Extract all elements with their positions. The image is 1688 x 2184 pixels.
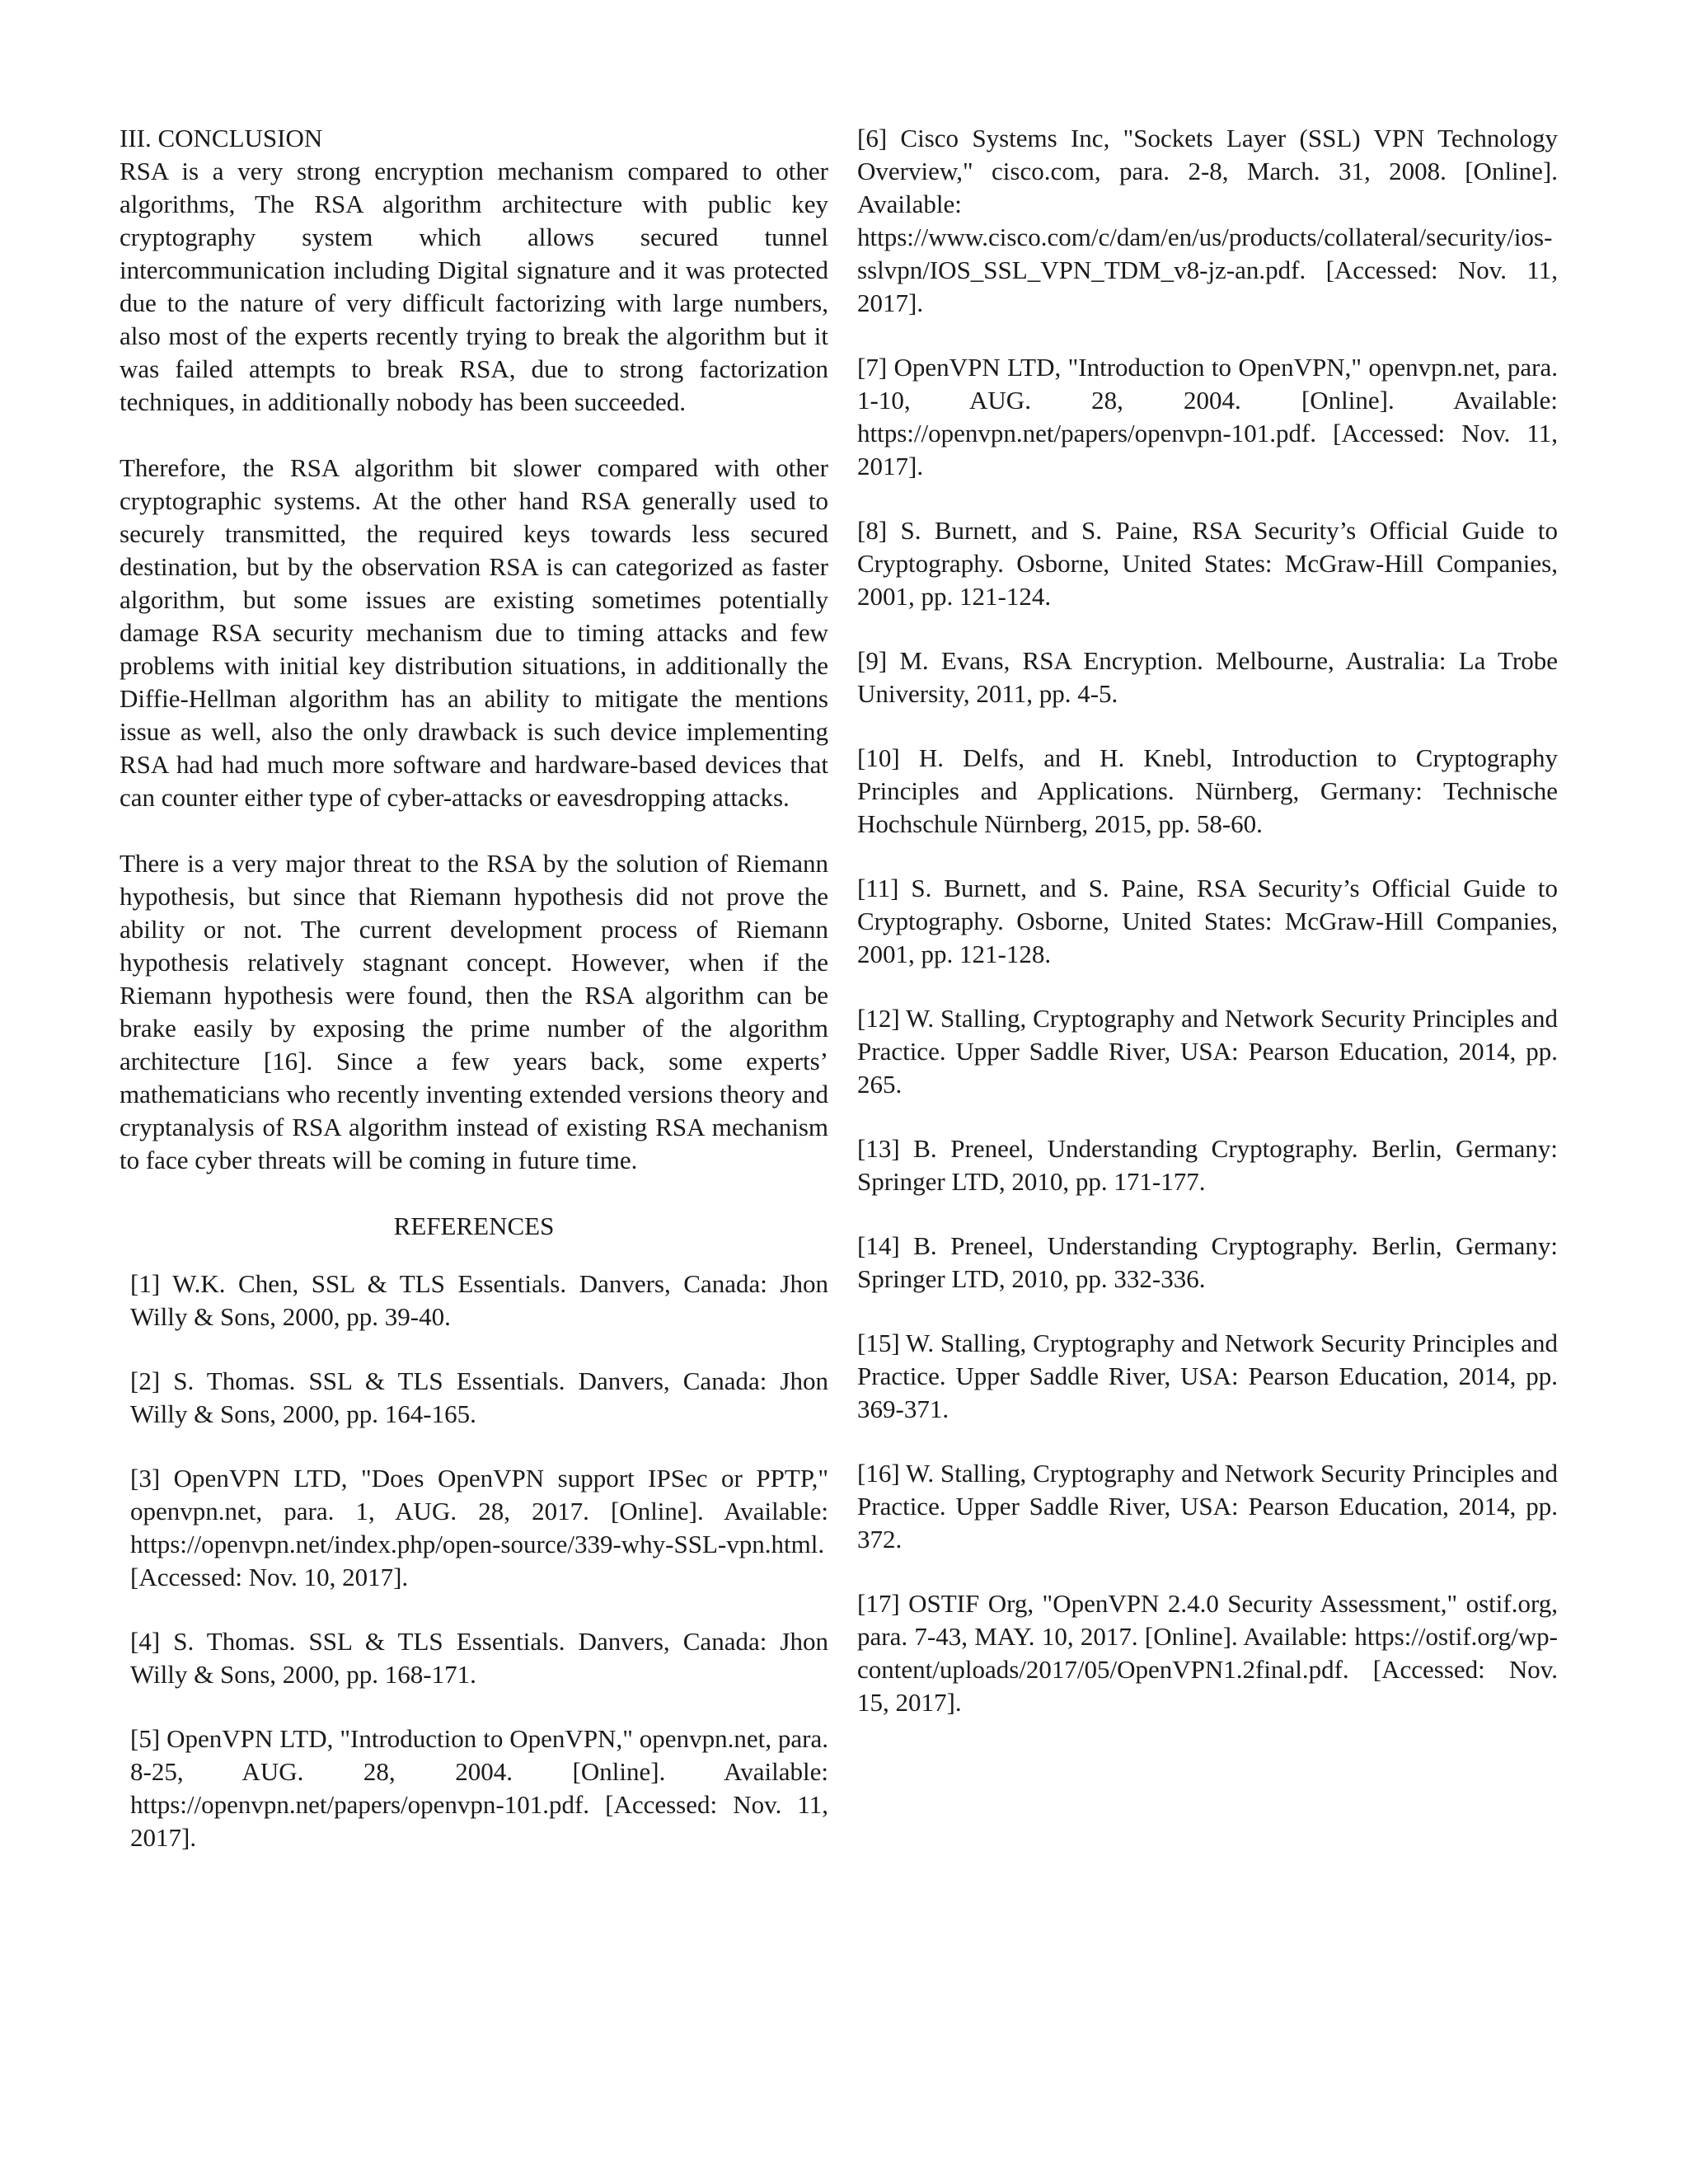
right-column [857,122,1558,1750]
reference-9: [9] M. Evans, RSA Encryption. Melbourne, Australia: La Trobe University, 2011, pp. 4-5. [857,646,1558,708]
reference-13: [13] B. Preneel, Understanding Cryptography. Berlin, Germany: Springer LTD, 2010, pp. 171-177. [857,1134,1558,1196]
reference-8: [8] S. Burnett, and S. Paine, RSA Security’s Official Guide to Cryptography. Osborne, United States: McGraw-Hill Companies, 2001, pp. 121-124. [857,516,1558,611]
reference-list-right [857,122,1558,1719]
conclusion-paragraph-2: Therefore, the RSA algorithm bit slower compared with other cryptographic systems. At the other hand RSA generally used to securely transmitted, the required keys towards less secured destination, but by the observation RSA is can categorized as faster algorithm, but some issues are existing sometimes potentially damage RSA security mechanism due to timing attacks and few problems with initial key distribution situations, in additionally the Diffie-Hellman algorithm has an ability to mitigate the mentions issue as well, also the only drawback is such device implementing RSA had had much more software and hardware-based devices that can counter either type of cyber-attacks or eavesdropping attacks. [120,453,828,812]
reference-16: [16] W. Stalling, Cryptography and Network Security Principles and Practice. Upper Saddle River, USA: Pearson Education, 2014, pp. 372. [857,1459,1558,1554]
conclusion-paragraph-3: There is a very major threat to the RSA by the solution of Riemann hypothesis, but since that Riemann hypothesis did not prove the ability or not. The current development process of Riemann hypothesis relatively stagnant concept. However, when if the Riemann hypothesis were found, then the RSA algorithm can be brake easily by exposing the prime number of the algorithm architecture [16]. Since a few years back, some experts’ mathematicians who recently inventing extended versions theory and cryptanalysis of RSA algorithm instead of existing RSA mechanism to face cyber threats will be coming in future time. [120,849,828,1174]
reference-11: [11] S. Burnett, and S. Paine, RSA Security’s Official Guide to Cryptography. Osborne, United States: McGraw-Hill Companies, 2001, pp. 121-128. [857,874,1558,968]
left-column [120,122,828,1886]
reference-list-left [120,1268,828,1854]
reference-6: [6] Cisco Systems Inc, "Sockets Layer (SSL) VPN Technology Overview," cisco.com, para. 2-8, March. 31, 2008. [Online]. Available: https://www.cisco.com/c/dam/en/us/products/collateral/security/ios-sslvpn/IOS_SSL_VPN_TDM_v8-jz-an.pdf. [Accessed: Nov. 11, 2017]. [857,124,1558,317]
reference-4: [4] S. Thomas. SSL & TLS Essentials. Danvers, Canada: Jhon Willy & Sons, 2000, pp. 168-171. [130,1627,828,1689]
conclusion-heading: III. CONCLUSION [120,124,323,152]
reference-2: [2] S. Thomas. SSL & TLS Essentials. Danvers, Canada: Jhon Willy & Sons, 2000, pp. 164-165. [130,1366,828,1428]
reference-17: [17] OSTIF Org, "OpenVPN 2.4.0 Security Assessment," ostif.org, para. 7-43, MAY. 10, 2017. [Online]. Available: https://ostif.org/wp-content/uploads/2017/05/OpenVPN1.2final.pdf. [Accessed: Nov. 15, 2017]. [857,1589,1558,1717]
reference-5: [5] OpenVPN LTD, "Introduction to OpenVPN," openvpn.net, para. 8-25, AUG. 28, 2004. [Online]. Available: https://openvpn.net/papers/openvpn-101.pdf. [Accessed: Nov. 11, 2017]. [130,1724,828,1852]
reference-3: [3] OpenVPN LTD, "Does OpenVPN support IPSec or PPTP," openvpn.net, para. 1, AUG. 28, 2017. [Online]. Available: https://openvpn.net/index.php/open-source/339-why-SSL-vpn.html. [Accessed: Nov. 10, 2017]. [130,1464,828,1591]
reference-15: [15] W. Stalling, Cryptography and Network Security Principles and Practice. Upper Saddle River, USA: Pearson Education, 2014, pp. 369-371. [857,1329,1558,1423]
reference-7: [7] OpenVPN LTD, "Introduction to OpenVPN," openvpn.net, para. 1-10, AUG. 28, 2004. [Online]. Available: https://openvpn.net/papers/openvpn-101.pdf. [Accessed: Nov. 11, 2017]. [857,353,1558,480]
conclusion-paragraph-1: RSA is a very strong encryption mechanism compared to other algorithms, The RSA algorithm architecture with public key cryptography system which allows secured tunnel intercommunication including Digital signature and it was protected due to the nature of very difficult factorizing with large numbers, also most of the experts recently trying to break the algorithm but it was failed attempts to break RSA, due to strong factorization techniques, in additionally nobody has been succeeded. [120,157,828,416]
reference-14: [14] B. Preneel, Understanding Cryptography. Berlin, Germany: Springer LTD, 2010, pp. 332-336. [857,1231,1558,1293]
reference-10: [10] H. Delfs, and H. Knebl, Introduction to Cryptography Principles and Applications. Nürnberg, Germany: Technische Hochschule Nürnberg, 2015, pp. 58-60. [857,743,1558,838]
reference-1: [1] W.K. Chen, SSL & TLS Essentials. Danvers, Canada: Jhon Willy & Sons, 2000, pp. 39-40. [130,1269,828,1331]
reference-12: [12] W. Stalling, Cryptography and Network Security Principles and Practice. Upper Saddle River, USA: Pearson Education, 2014, pp. 265. [857,1004,1558,1099]
references-heading: REFERENCES [393,1212,555,1240]
